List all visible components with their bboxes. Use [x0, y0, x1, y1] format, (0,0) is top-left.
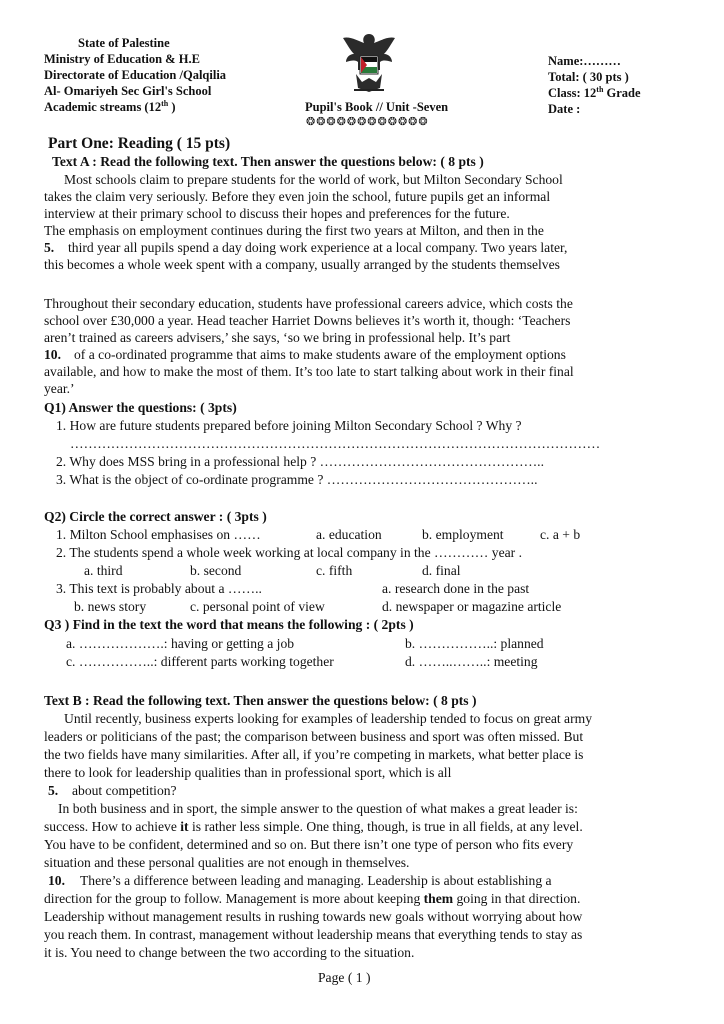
text-a-line: of a co-ordinated programme that aims to make students aware of the employment options [74, 347, 566, 362]
text-b-line: success. How to achieve it is rather less simple. One thing, though, is true in all fields, at any level. [44, 819, 583, 834]
text-b-line: the two fields have many similarities. After all, if you’re competing in markets, what better place is [44, 747, 584, 762]
q2-option: d. final [422, 563, 461, 578]
q2-option: b. news story [74, 599, 147, 614]
unit-title: Pupil's Book // Unit -Seven [305, 100, 449, 114]
q2-option: c. a + b [540, 527, 581, 542]
q1-answer-line: ……………………………………………………………………………………………………… [70, 436, 601, 451]
text-a-line: aren’t trained as careers advisers,’ she says, ‘so we bring in professional help. It’s part [44, 330, 511, 345]
text-b-line: direction for the group to follow. Management is more about keeping them going in that direction. [44, 891, 581, 906]
text-b-line: There’s a difference between leading and managing. Leadership is about establishing a [80, 873, 552, 888]
text-b-line: In both business and in sport, the simple answer to the question of what makes a great leader is: [58, 801, 578, 816]
line-number-10: 10. [44, 347, 61, 362]
name-field: Name:……… [548, 54, 621, 68]
q3-item: c. ……………..: different parts working together [66, 654, 334, 669]
line-number-5: 5. [48, 783, 59, 798]
line-number-10: 10. [48, 873, 65, 888]
q3-title: Q3 ) Find in the text the word that means the following : ( 2pts ) [44, 617, 414, 632]
q2-stem: 2. The students spend a whole week working at local company in the ………… year . [56, 545, 522, 560]
date-field: Date : [548, 102, 581, 116]
header-directorate: Directorate of Education /Qalqilia [44, 68, 227, 82]
header-state: State of Palestine [78, 36, 170, 50]
q3-item: a. ……………….: having or getting a job [66, 636, 295, 651]
total-points: Total: ( 30 pts ) [548, 70, 629, 84]
text-a-line: school over £30,000 a year. Head teacher Harriet Downs believes it’s worth it, though: ‘Teachers [44, 313, 571, 328]
class-grade: Class: 12th Grade [548, 84, 641, 100]
text-a-line: this becomes a whole week spent with a company, usually arranged by the students themselves [44, 257, 560, 272]
page-number: Page ( 1 ) [318, 970, 371, 985]
text-b-line: situation and these personal qualities are not enough in themselves. [44, 855, 410, 870]
text-b-line: Leadership without management results in rushing towards new goals without worrying about how [44, 909, 583, 924]
text-b-line: about competition? [72, 783, 177, 798]
palestine-eagle-emblem-icon [340, 30, 398, 98]
q2-option: a. third [84, 563, 123, 578]
text-a-line: Throughout their secondary education, students have professional careers advice, which costs the [44, 296, 573, 311]
text-a-heading: Text A : Read the following text. Then answer the questions below: ( 8 pts ) [52, 154, 484, 169]
header-school: Al- Omariyeh Sec Girl's School [44, 84, 212, 98]
text-a-line: takes the claim very seriously. Before they even join the school, future pupils get an informal [44, 189, 551, 204]
q1-question: 2. Why does MSS bring in a professional help ? ………………………………………….. [56, 454, 544, 469]
q2-stem: 3. This text is probably about a …….. [56, 581, 262, 596]
text-b-heading: Text B : Read the following text. Then answer the questions below: ( 8 pts ) [44, 693, 477, 708]
q2-option: b. second [190, 563, 242, 578]
text-b-line: You have to be confident, determined and so on. But there isn’t one type of person who fits every [44, 837, 574, 852]
line-number-5: 5. [44, 240, 55, 255]
header-ministry: Ministry of Education & H.E [44, 52, 200, 66]
text-a-line: The emphasis on employment continues during the first two years at Milton, and then in the [44, 223, 544, 238]
decorative-stars: ❂❂❂❂❂❂❂❂❂❂❂❂ [306, 116, 429, 128]
header-streams: Academic streams (12th ) [44, 98, 176, 114]
text-b-line: there to look for leadership qualities than in professional sport, which is all [44, 765, 452, 780]
text-a-line: interview at their primary school to discuss their hopes and preferences for the future. [44, 206, 510, 221]
q3-item: d. ……..……..: meeting [405, 654, 538, 669]
text-b-line: Until recently, business experts looking for examples of leadership tended to focus on great army [64, 711, 592, 726]
q2-option: b. employment [422, 527, 504, 542]
q2-option: c. personal point of view [190, 599, 325, 614]
text-a-line: available, and how to make the most of them. It’s too late to start talking about work in their final [44, 364, 574, 379]
part-one-title: Part One: Reading ( 15 pts) [48, 135, 231, 152]
text-b-line: leaders or politicians of the past; the comparison between business and sport was often missed. But [44, 729, 584, 744]
q1-title: Q1) Answer the questions: ( 3pts) [44, 400, 237, 415]
text-a-line: Most schools claim to prepare students for the world of work, but Milton Secondary School [64, 172, 563, 187]
q2-stem: 1. Milton School emphasises on …… [56, 527, 261, 542]
q3-item: b. ……………..: planned [405, 636, 544, 651]
text-b-line: it is. You need to change between the two according to the situation. [44, 945, 415, 960]
text-a-line: year.’ [44, 381, 75, 396]
text-b-line: you reach them. In contrast, management without leadership means that everything tends to stay as [44, 927, 583, 942]
q1-question: 1. How are future students prepared before joining Milton Secondary School ? Why ? [56, 418, 522, 433]
q1-question: 3. What is the object of co-ordinate programme ? ……………………………………….. [56, 472, 538, 487]
q2-option: a. research done in the past [382, 581, 530, 596]
q2-option: d. newspaper or magazine article [382, 599, 562, 614]
q2-title: Q2) Circle the correct answer : ( 3pts ) [44, 509, 267, 524]
q2-option: a. education [316, 527, 382, 542]
text-a-line: third year all pupils spend a day doing work experience at a local company. Two years later, [68, 240, 568, 255]
q2-option: c. fifth [316, 563, 353, 578]
